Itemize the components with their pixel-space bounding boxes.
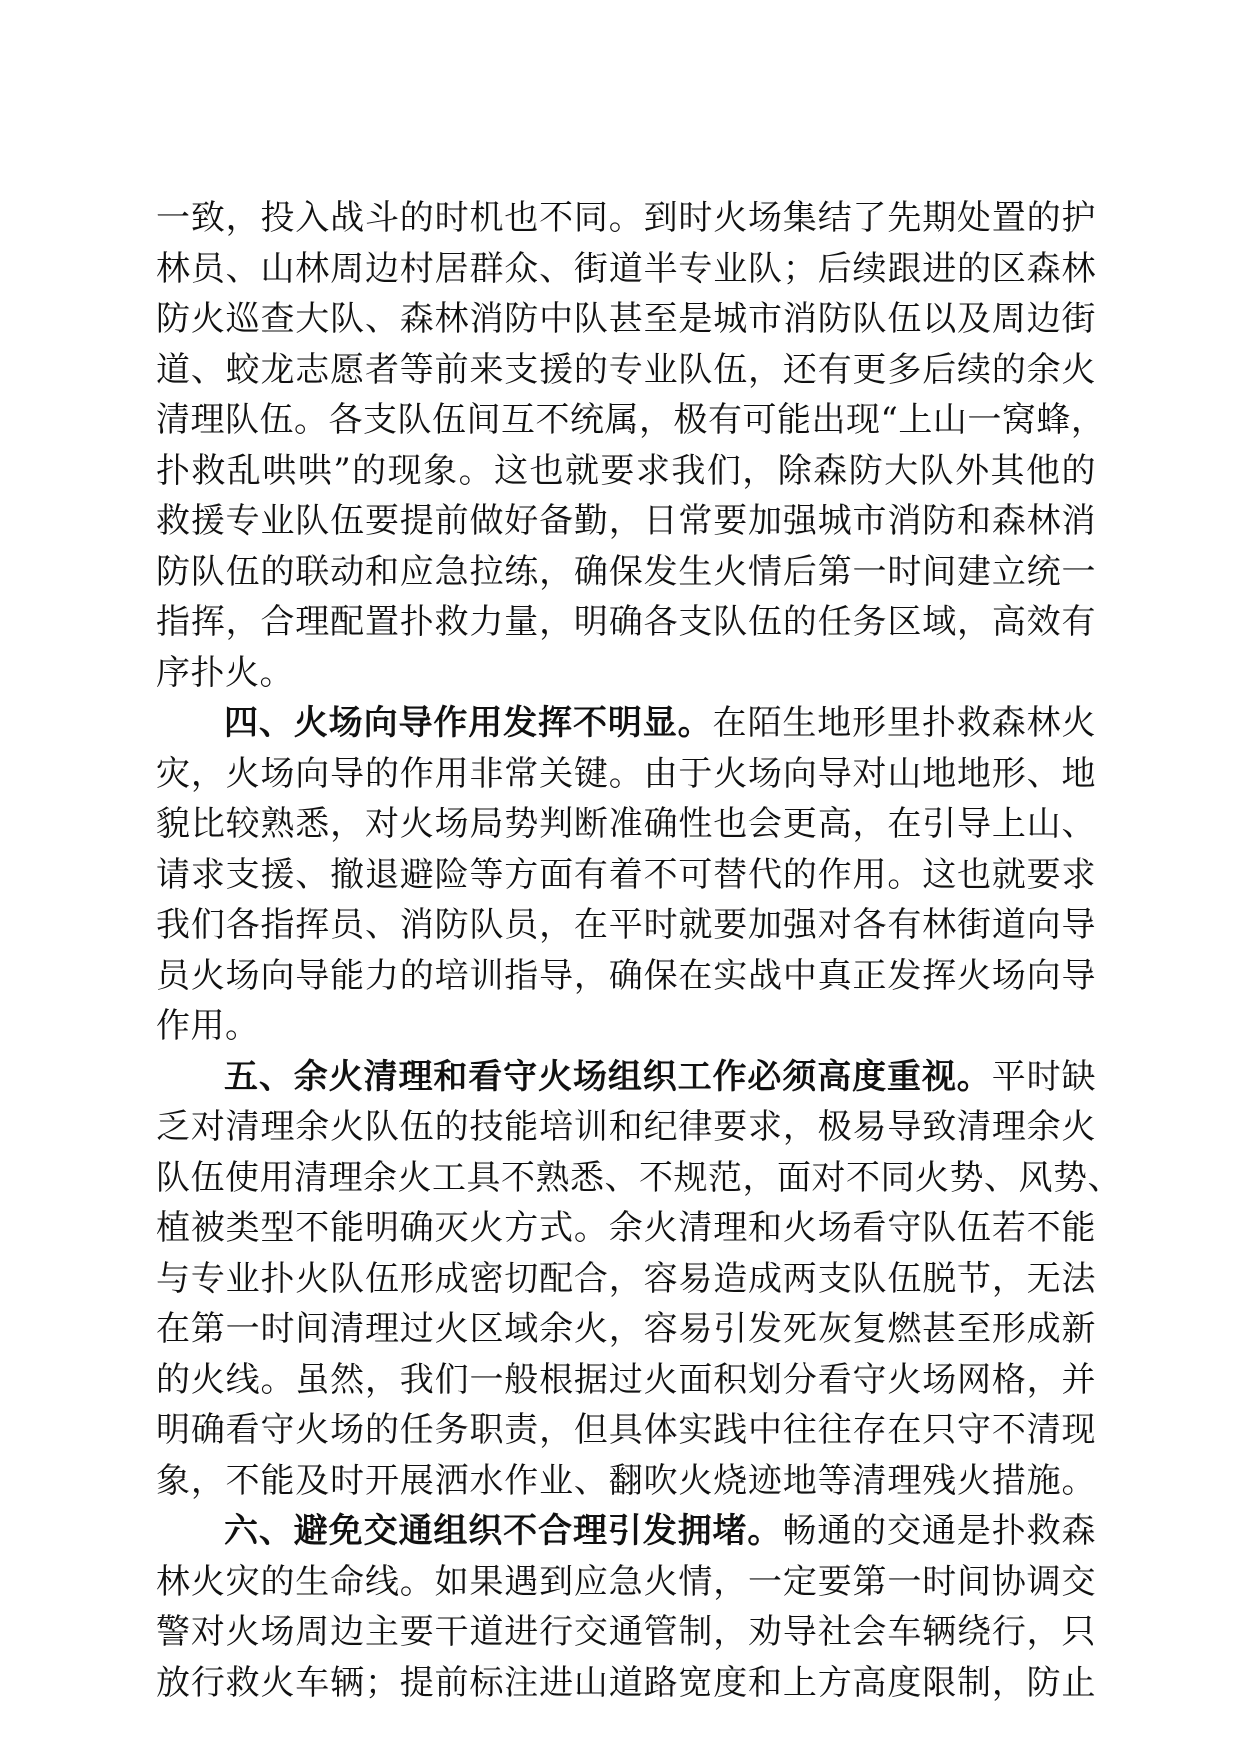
- document-body: [156, 193, 1122, 1708]
- section-heading: 四、火场向导作用发挥不明显。: [224, 703, 713, 743]
- section-first-line: [156, 1506, 1096, 1557]
- text-line: 道、蛟龙志愿者等前来支援的专业队伍，还有更多后续的余火: [156, 349, 1096, 390]
- section-five: [156, 1052, 1122, 1507]
- text-line: 象，不能及时开展洒水作业、翻吹火烧迹地等清理残火措施。: [156, 1460, 1096, 1501]
- section-first-line-text: 在陌生地形里扑救森林火: [712, 703, 1097, 743]
- paragraph-continuation: [156, 193, 1106, 698]
- section-first-line-text: 畅通的交通是扑救森: [782, 1511, 1097, 1551]
- text-line: 防火巡查大队、森林消防中队甚至是城市消防队伍以及周边街: [156, 299, 1096, 339]
- section-first-line: [156, 1052, 1096, 1103]
- text-line: 防队伍的联动和应急拉练，确保发生火情后第一时间建立统一: [156, 551, 1096, 592]
- text-line: 作用。: [156, 1006, 260, 1046]
- text-line: 员火场向导能力的培训指导，确保在实战中真正发挥火场向导: [156, 955, 1096, 996]
- section-four: [156, 698, 1096, 1052]
- section-heading: 五、余火清理和看守火场组织工作必须高度重视。: [224, 1056, 992, 1097]
- text-line: 植被类型不能明确灭火方式。余火清理和火场看守队伍若不能: [156, 1208, 1096, 1248]
- text-line: 队伍使用清理余火工具不熟悉、不规范，面对不同火势、风势、: [156, 1157, 1122, 1198]
- text-line: 与专业扑火队伍形成密切配合，容易造成两支队伍脱节，无法: [156, 1258, 1096, 1299]
- text-line: 放行救火车辆；提前标注进山道路宽度和上方高度限制，防止: [156, 1662, 1096, 1703]
- text-line: 林员、山林周边村居群众、街道半专业队；后续跟进的区森林: [156, 248, 1096, 289]
- text-line: 救援专业队伍要提前做好备勤，日常要加强城市消防和森林消: [156, 501, 1096, 541]
- text-line: 灾，火场向导的作用非常关键。由于火场向导对山地地形、地: [156, 753, 1096, 794]
- text-line: 请求支援、撤退避险等方面有着不可替代的作用。这也就要求: [156, 854, 1096, 895]
- text-line: 序扑火。: [156, 652, 294, 693]
- text-line: 乏对清理余火队伍的技能培训和纪律要求，极易导致清理余火: [156, 1107, 1096, 1147]
- section-first-line-text: 平时缺: [991, 1056, 1097, 1097]
- text-line: 在第一时间清理过火区域余火，容易引发死灰复燃甚至形成新: [156, 1309, 1096, 1349]
- text-line: 扑救乱哄哄”的现象。这也就要求我们，除森防大队外其他的: [156, 450, 1096, 491]
- text-line: 貌比较熟悉，对火场局势判断准确性也会更高，在引导上山、: [156, 804, 1096, 844]
- text-line: 明确看守火场的任务职责，但具体实践中往往存在只守不清现: [156, 1410, 1096, 1450]
- text-line: 指挥，合理配置扑救力量，明确各支队伍的任务区域，高效有: [156, 602, 1096, 642]
- text-line: 我们各指挥员、消防队员，在平时就要加强对各有林街道向导: [156, 905, 1096, 945]
- text-line: 林火灾的生命线。如果遇到应急火情，一定要第一时间协调交: [156, 1561, 1096, 1602]
- text-line: 一致，投入战斗的时机也不同。到时火场集结了先期处置的护: [156, 198, 1096, 238]
- section-six: [156, 1506, 1096, 1708]
- section-first-line: [156, 698, 1096, 749]
- text-line: 警对火场周边主要干道进行交通管制，劝导社会车辆绕行，只: [156, 1612, 1096, 1652]
- section-heading: 六、避免交通组织不合理引发拥堵。: [224, 1511, 783, 1551]
- text-line: 的火线。虽然，我们一般根据过火面积划分看守火场网格，并: [156, 1359, 1096, 1400]
- text-line: 清理队伍。各支队伍间互不统属，极有可能出现“上山一窝蜂，: [156, 400, 1106, 440]
